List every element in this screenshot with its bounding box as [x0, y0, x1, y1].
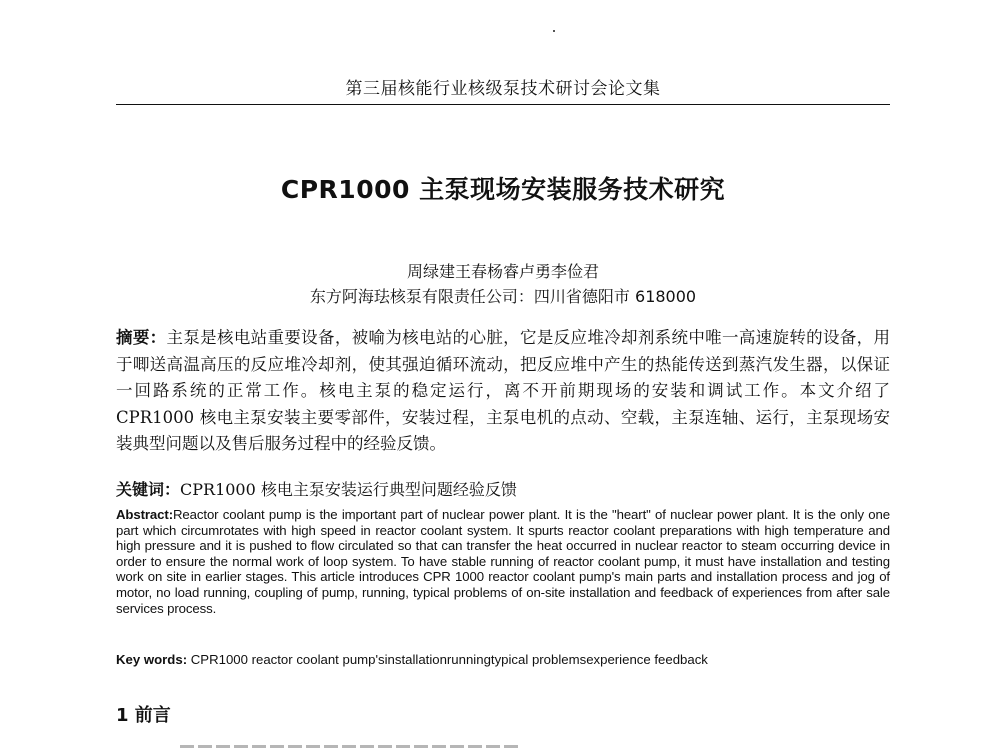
postal-code: 618000: [635, 287, 697, 306]
keywords-english: [116, 651, 890, 669]
keywords-chinese: [116, 478, 890, 502]
abstract-cn-label: 摘要：: [116, 328, 167, 347]
author-list: 周绿建王春杨睿卢勇李俭君: [406, 262, 599, 281]
keywords-cn-text: CPR1000 核电主泵安装运行典型问题经验反馈: [180, 480, 517, 499]
keywords-en-text: CPR1000 reactor coolant pump'sinstallationrunningtypical problemsexperience feedback: [190, 652, 708, 667]
affiliation-text: 东方阿海珐核泵有限责任公司：四川省德阳市: [309, 287, 630, 306]
paper-title: CPR1000 主泵现场安装服务技术研究: [280, 175, 726, 204]
abstract-cn-text: 主泵是核电站重要设备，被喻为核电站的心脏，它是反应堆冷却剂系统中唯一高速旋转的设备，用于唧送高温高压的反应堆冷却剂，使其强迫循环流动，把反应堆中产生的热能传送到蒸汽发生器，以保证一回路系统的正常工作。核电主泵的稳定运行，离不开前期现场的安装和调试工作。本文介绍了 CPR1000 核电主泵安装主要零部件，安装过程，主泵电机的点动、空载，主泵连轴、运行，主泵现场安装典型问题以及售后服务过程中的经验反馈。: [116, 328, 890, 454]
scan-speck: [553, 30, 555, 32]
cutoff-text-line: [180, 741, 520, 749]
section-heading-introduction: 1 前言: [116, 705, 171, 726]
keywords-en-label: Key words:: [116, 652, 188, 667]
header-rule: [116, 104, 890, 105]
running-header: 第三届核能行业核级泵技术研讨会论文集: [345, 79, 661, 99]
affiliation: [116, 285, 890, 309]
abstract-en-label: Abstract:: [116, 507, 173, 522]
abstract-english: [116, 507, 890, 616]
abstract-en-text: Reactor coolant pump is the important part of nuclear power plant. It is the "heart" of nuclear power plant. It is the only one part which circumrotates with high speed in reactor coolant system. It spurts reactor coolant preparations with high temperature and high pressure and it is pushed to flow circulated so that can transfer the heat occurred in nuclear reactor to steam occurring device in order to ensure the normal work of loop system. To have stable running of reactor coolant pump, it must have installation and testing work on site in earlier stages. This article introduces CPR 1000 reactor coolant pump's main parts and installation process and jog of motor, no load running, coupling of pump, running, typical problems of on-site installation and feedback of experiences from after sale services process.: [116, 507, 890, 616]
abstract-chinese: [116, 325, 890, 458]
keywords-cn-label: 关键词：: [116, 480, 181, 499]
